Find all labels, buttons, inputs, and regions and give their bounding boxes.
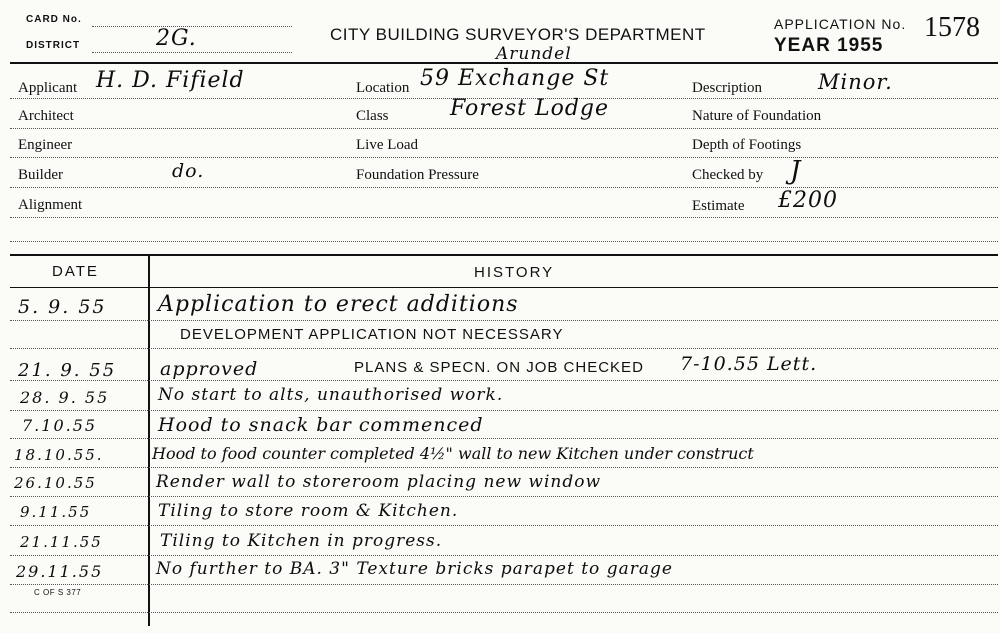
row-line — [10, 320, 998, 321]
entry-date: 21. 9. 55 — [18, 360, 117, 381]
builder-value: do. — [172, 160, 205, 182]
district-label: DISTRICT — [26, 40, 81, 51]
architect-label: Architect — [18, 108, 74, 124]
field-line-4 — [10, 187, 998, 188]
row-line — [10, 438, 998, 439]
history-header: HISTORY — [474, 264, 555, 281]
history-header-rule — [10, 287, 998, 288]
entry-text: Hood to food counter completed 4½" wall to new Kitchen under construct — [152, 444, 754, 463]
class-value: Forest Lodge — [450, 96, 610, 121]
description-value: Minor. — [818, 70, 893, 94]
entry-text: No start to alts, unauthorised work. — [158, 385, 504, 405]
nature-of-foundation-label: Nature of Foundation — [692, 108, 822, 124]
estimate-value: £200 — [778, 188, 838, 213]
entry-date: 28. 9. 55 — [20, 388, 110, 407]
entry-text: Tiling to Kitchen in progress. — [160, 531, 443, 551]
entry-date: 21.11.55 — [20, 533, 103, 551]
applicant-value: H. D. Fifield — [96, 68, 245, 93]
field-line-6 — [10, 241, 998, 242]
row-line — [10, 555, 998, 556]
description-label: Description — [692, 80, 762, 96]
form-code: C OF S 377 — [34, 588, 82, 597]
row-line — [10, 496, 998, 497]
engineer-label: Engineer — [18, 137, 73, 153]
entry-text: Render wall to storeroom placing new window — [156, 472, 602, 492]
checked-by-label: Checked by — [692, 167, 764, 183]
location-value: 59 Exchange St — [420, 66, 610, 91]
entry-text: approved — [160, 358, 259, 380]
plans-checked-stamp: PLANS & SPECN. ON JOB CHECKED — [354, 359, 644, 376]
checked-by-value: J — [790, 156, 802, 186]
builder-label: Builder — [18, 167, 63, 183]
entry-date: 9.11.55 — [20, 503, 92, 521]
row-line — [10, 584, 998, 585]
row-line — [10, 410, 998, 411]
field-line-2 — [10, 128, 998, 129]
entry-text: No further to BA. 3" Texture bricks parapet to garage — [156, 559, 673, 579]
card-no-label: CARD No. — [26, 14, 82, 25]
stamp-note: 7-10.55 Lett. — [680, 353, 818, 375]
entry-date: 26.10.55 — [14, 474, 97, 492]
entry-text: Application to erect additions — [158, 292, 519, 317]
entry-date: 5. 9. 55 — [18, 296, 107, 318]
estimate-label: Estimate — [692, 198, 745, 214]
development-stamp: DEVELOPMENT APPLICATION NOT NECESSARY — [180, 326, 564, 343]
entry-date: 18.10.55. — [14, 446, 104, 464]
row-line — [10, 612, 998, 613]
applicant-label: Applicant — [18, 80, 78, 96]
row-line — [10, 380, 998, 381]
year-label: YEAR 1955 — [774, 35, 884, 56]
entry-date: 29.11.55 — [16, 562, 104, 581]
department-title: CITY BUILDING SURVEYOR'S DEPARTMENT — [330, 25, 706, 44]
field-line-3 — [10, 157, 998, 158]
date-column-rule — [148, 256, 150, 626]
fields-rule — [10, 254, 998, 256]
row-line — [10, 525, 998, 526]
entry-text: Tiling to store room & Kitchen. — [158, 501, 459, 521]
entry-date: 7.10.55 — [22, 416, 98, 435]
application-no-label: APPLICATION No. — [774, 16, 907, 32]
location-label: Location — [356, 80, 410, 96]
district-value: 2G. — [156, 26, 197, 51]
depth-of-footings-label: Depth of Footings — [692, 137, 802, 153]
alignment-label: Alignment — [18, 197, 83, 213]
class-label: Class — [356, 108, 389, 124]
district-line — [92, 52, 292, 53]
foundation-pressure-label: Foundation Pressure — [356, 167, 479, 183]
live-load-label: Live Load — [356, 137, 419, 153]
date-header: DATE — [52, 263, 99, 280]
application-no: 1578 — [924, 12, 980, 43]
row-line — [10, 467, 998, 468]
row-line — [10, 348, 998, 349]
location-note: Arundel — [496, 44, 572, 64]
field-line-5 — [10, 217, 998, 218]
entry-text: Hood to snack bar commenced — [158, 414, 484, 436]
